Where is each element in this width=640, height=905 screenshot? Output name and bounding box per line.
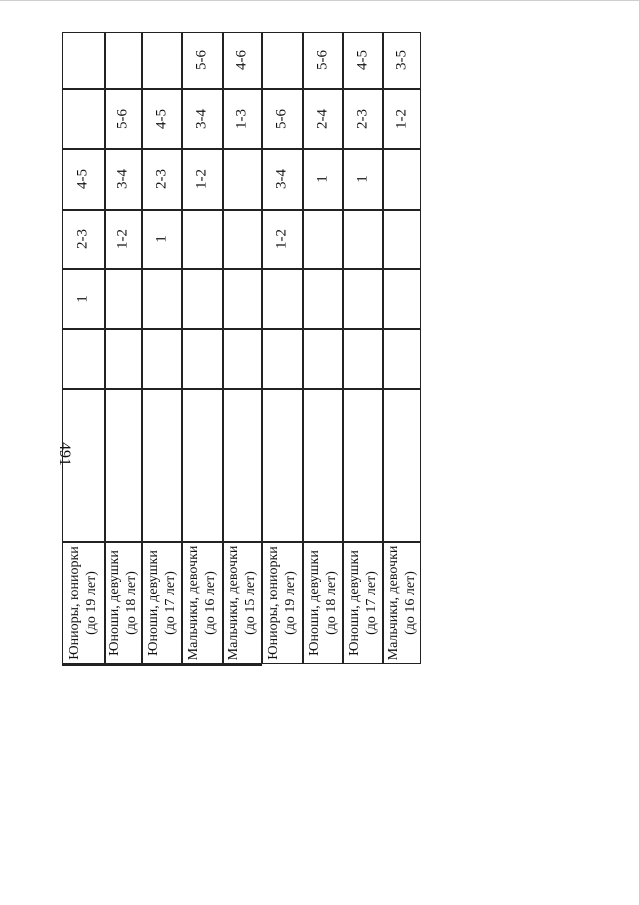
cell-row4-band6	[182, 329, 223, 389]
cell-row5-band7	[223, 389, 262, 542]
cell-row3-band5	[142, 269, 182, 329]
cell-text-line: Юноши, девушки	[346, 549, 362, 656]
cell-row9-band3	[383, 149, 421, 210]
cell-text-line: 4-5	[354, 50, 370, 70]
cell-row2-band5	[105, 269, 142, 329]
cell-row9-band2	[383, 89, 421, 149]
cell-text-line: Юниоры, юниорки	[67, 545, 82, 660]
cell-row2-band2	[105, 89, 142, 149]
cell-text-line: 5-6	[273, 108, 290, 129]
cell-text-line: (до 19 лет)	[283, 570, 298, 635]
group-label-6	[262, 542, 303, 664]
cell-text-line: 1	[74, 294, 91, 303]
cell-row8-band1	[343, 32, 383, 89]
cell-text-line: (до 16 лет)	[402, 570, 418, 635]
cell-text-line: Юноши, девушки	[306, 549, 322, 656]
cell-row4-band2	[182, 89, 223, 149]
cell-row6-band6	[262, 329, 303, 389]
cell-row5-band2	[223, 89, 262, 149]
cell-text-line: 3-4	[114, 169, 131, 189]
cell-row4-band4	[182, 210, 223, 269]
group-label-9	[383, 542, 421, 664]
cell-row6-band5	[262, 269, 303, 329]
cell-text-line: 1	[314, 175, 330, 183]
group-label-5	[223, 542, 262, 664]
cell-text-line: Юноши, девушки	[145, 549, 161, 656]
cell-text-line: Юноши, девушки	[107, 549, 122, 656]
cell-row7-band5	[303, 269, 343, 329]
cell-row9-band6	[383, 329, 421, 389]
cell-row1-band3	[62, 149, 105, 210]
cell-row7-band6	[303, 329, 343, 389]
page-number: 491	[56, 442, 73, 466]
cell-row7-band7	[303, 389, 343, 542]
cell-row8-band2	[343, 89, 383, 149]
cell-row9-band4	[383, 210, 421, 269]
page-edge-top	[0, 0, 640, 1]
cell-row4-band5	[182, 269, 223, 329]
cell-row8-band7	[343, 389, 383, 542]
cell-row9-band5	[383, 269, 421, 329]
group-label-1	[62, 542, 105, 664]
cell-text-line: (до 16 лет)	[203, 570, 218, 635]
cell-text-line: 3-4	[273, 169, 290, 189]
cell-row7-band3	[303, 149, 343, 210]
cell-text-line: 4-6	[233, 50, 250, 70]
cell-text-line: 3-5	[393, 50, 409, 70]
cell-text-line: (до 18 лет)	[124, 570, 139, 635]
cell-row6-band2	[262, 89, 303, 149]
cell-text-line: 1	[354, 175, 370, 183]
cell-text-line: 4-5	[153, 108, 169, 129]
cell-row5-band5	[223, 269, 262, 329]
cell-row1-band7	[62, 389, 105, 542]
cell-text-line: 5-6	[114, 108, 131, 129]
cell-row1-band1	[62, 32, 105, 89]
cell-row2-band3	[105, 149, 142, 210]
cell-text-line: 3-4	[193, 108, 210, 129]
cell-text-line: 2-3	[354, 108, 370, 129]
group-label-7	[303, 542, 343, 664]
cell-row9-band7	[383, 389, 421, 542]
cell-row6-band4	[262, 210, 303, 269]
cell-text-line: 1-2	[193, 169, 210, 189]
cell-row4-band3	[182, 149, 223, 210]
cell-text-line: Юниоры, юниорки	[266, 545, 281, 660]
cell-row2-band1	[105, 32, 142, 89]
cell-text-line: 1-2	[273, 229, 290, 249]
cell-text-line: Мальчики, девочки	[226, 545, 241, 660]
cell-row1-band5	[62, 269, 105, 329]
cell-row1-band6	[62, 329, 105, 389]
cell-row5-band1	[223, 32, 262, 89]
cell-text-line: 1-3	[233, 108, 250, 129]
cell-row8-band6	[343, 329, 383, 389]
cell-row3-band2	[142, 89, 182, 149]
cell-text-line: (до 18 лет)	[323, 570, 339, 635]
cell-text-line: 2-4	[314, 108, 330, 129]
cell-text-line: 2-3	[153, 169, 169, 189]
cell-row3-band7	[142, 389, 182, 542]
cell-row6-band7	[262, 389, 303, 542]
cell-row3-band4	[142, 210, 182, 269]
group-label-2	[105, 542, 142, 664]
cell-text-line: Мальчики, девочки	[186, 545, 201, 660]
cell-row7-band2	[303, 89, 343, 149]
cell-row4-band7	[182, 389, 223, 542]
discipline-rugby	[62, 664, 262, 666]
cell-row8-band4	[343, 210, 383, 269]
cell-row3-band6	[142, 329, 182, 389]
cell-row8-band3	[343, 149, 383, 210]
cell-row3-band3	[142, 149, 182, 210]
cell-row5-band3	[223, 149, 262, 210]
cell-row6-band1	[262, 32, 303, 89]
cell-row2-band4	[105, 210, 142, 269]
cell-text-line: 1-2	[114, 229, 131, 249]
cell-row3-band1	[142, 32, 182, 89]
cell-text-line: 1	[153, 235, 169, 243]
rank-grid	[62, 32, 421, 870]
cell-row4-band1	[182, 32, 223, 89]
cell-row5-band4	[223, 210, 262, 269]
cell-row9-band1	[383, 32, 421, 89]
cell-row2-band6	[105, 329, 142, 389]
cell-text-line: (до 19 лет)	[84, 570, 99, 635]
cell-row6-band3	[262, 149, 303, 210]
cell-row8-band5	[343, 269, 383, 329]
cell-row7-band1	[303, 32, 343, 89]
cell-row2-band7	[105, 389, 142, 542]
cell-text-line: 5-6	[193, 50, 210, 70]
group-label-3	[142, 542, 182, 664]
group-label-4	[182, 542, 223, 664]
cell-row7-band4	[303, 210, 343, 269]
cell-text-line: 2-3	[74, 229, 91, 249]
group-label-8	[343, 542, 383, 664]
cell-text-line: (до 15 лет)	[243, 570, 258, 635]
cell-row1-band2	[62, 89, 105, 149]
cell-text-line: 5-6	[314, 50, 330, 70]
cell-row5-band6	[223, 329, 262, 389]
cell-text-line: (до 17 лет)	[162, 570, 178, 635]
cell-text-line: 4-5	[74, 169, 91, 189]
cell-text-line: 1-2	[393, 108, 409, 129]
cell-text-line: (до 17 лет)	[363, 570, 379, 635]
cell-row1-band4	[62, 210, 105, 269]
cell-text-line: Мальчики, девочки	[385, 545, 401, 660]
